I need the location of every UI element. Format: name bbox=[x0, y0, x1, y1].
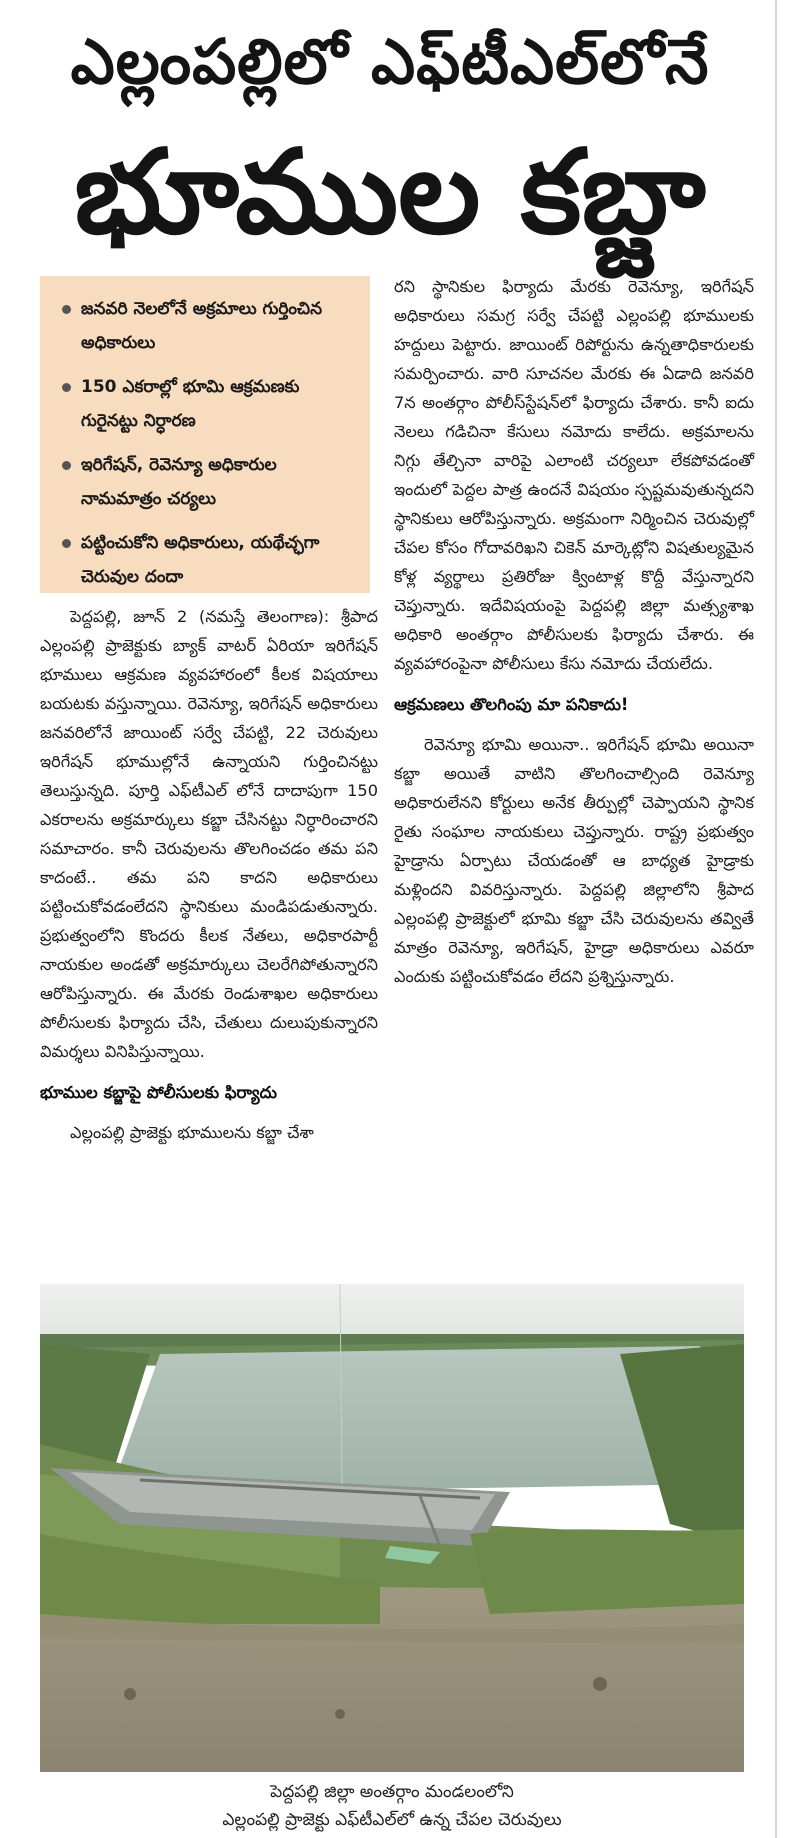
highlight-item bbox=[62, 292, 356, 360]
page-edge-rule bbox=[775, 0, 777, 1838]
highlight-item bbox=[62, 370, 356, 438]
pond-illustration bbox=[40, 1284, 744, 1772]
caption-line-2: ఎల్లంపల్లి ప్రాజెక్టు ఎఫ్‌టీఎల్‌లో ఉన్న చేపల చెరువులు bbox=[222, 1810, 562, 1830]
highlight-item bbox=[62, 448, 356, 516]
article-paragraph: రెవెన్యూ భూమి అయినా.. ఇరిగేషన్ భూమి అయినా కబ్జా అయితే వాటిని తొలగించాల్సింది రెవెన్యూ అధికారులేనని కోర్టులు అనేక తీర్పుల్లో చెప్పాయని స్థానిక రైతు సంఘాల నాయకులు చెప్తున్నారు. రాష్ట్ర ప్రభుత్వం హైడ్రాను ఏర్పాటు చేయడంతో ఆ బాధ్యత హైడ్రాకు మళ్లిందని వివరిస్తున్నారు. పెద్దపల్లి జిల్లాలోని శ్రీపాద ఎల్లంపల్లి ప్రాజెక్టులో భూమి కబ్జా చేసి చెరువులను తవ్వితే మాత్రం రెవెన్యూ, ఇరిగేషన్, హైడ్రా అధికారులు ఎవరూ ఎందుకు పట్టించుకోవడం లేదని ప్రశ్నిస్తున్నారు. bbox=[394, 735, 754, 986]
headline-line-2: భూముల కబ్జా bbox=[74, 125, 706, 260]
highlight-text: ఇరిగేషన్, రెవెన్యూ అధికారుల నామమాత్రం చర్యలు bbox=[81, 455, 277, 509]
bullet-icon bbox=[62, 305, 71, 314]
article-paragraph: ఎల్లంపల్లి ప్రాజెక్టు భూములను కబ్జా చేశా bbox=[70, 1123, 314, 1142]
article-subhead: ఆక్రమణలు తొలగింపు మా పనికాదు! bbox=[394, 695, 629, 714]
article-column-right bbox=[394, 272, 754, 991]
article-paragraph: పెద్దపల్లి, జూన్ 2 (నమస్తే తెలంగాణ): శ్రీపాద ఎల్లంపల్లి ప్రాజెక్టుకు బ్యాక్ వాటర్ ఏరియా ఇరిగేషన్ భూములు ఆక్రమణ వ్యవహారంలో కీలక విషయాలు బయటకు వస్తున్నాయి. రెవెన్యూ, ఇరిగేషన్ అధికారులు జనవరిలోనే జాయింట్ సర్వే చేపట్టి, 22 చెరువులు ఇరిగేషన్ భూముల్లోనే ఉన్నాయని గుర్తించినట్టు తెలుస్తున్నది. పూర్తి ఎఫ్‌టీఎల్ లోనే దాదాపుగా 150 ఎకరాలను అక్రమార్కులు కబ్జా చేసినట్టు నిర్ధారించారని సమాచారం. కానీ చెరువులను తొలగించడం తమ పని కాదంటే.. తమ పని కాదని అధికారులు పట్టించుకోవడంలేదని స్థానికులు మండిపడుతున్నారు. ప్రభుత్వంలోని కొందరు కీలక నేతలు, అధికారపార్టీ నాయకుల అండతో అక్రమార్కులు చెలరేగిపోతున్నారని ఆరోపిస్తున్నారు. ఈ మేరకు రెండుశాఖల అధికారులు పోలీసులకు ఫిర్యాదు చేసి, చేతులు దులుపుకున్నారని విమర్శలు వినిపిస్తున్నాయి. bbox=[40, 607, 378, 1061]
bullet-icon bbox=[62, 461, 71, 470]
article-subhead: భూముల కబ్జాపై పోలీసులకు ఫిర్యాదు bbox=[40, 1083, 277, 1102]
highlight-text: 150 ఎకరాల్లో భూమి ఆక్రమణకు గురైనట్టు నిర్ధారణ bbox=[81, 377, 300, 431]
photo-caption bbox=[40, 1778, 744, 1834]
article-column-left bbox=[40, 602, 378, 1147]
fish-pond-photo bbox=[40, 1284, 744, 1772]
bullet-icon bbox=[62, 539, 71, 548]
highlight-text: పట్టించుకోని అధికారులు, యథేచ్ఛగా చెరువుల దందా bbox=[81, 533, 320, 587]
highlight-text: జనవరి నెలలోనే అక్రమాలు గుర్తించిన అధికారులు bbox=[81, 299, 322, 353]
highlights-box bbox=[40, 276, 370, 593]
bullet-icon bbox=[62, 383, 71, 392]
article-paragraph: రని స్థానికుల ఫిర్యాదు మేరకు రెవెన్యూ, ఇరిగేషన్ అధికారులు సమగ్ర సర్వే చేపట్టి ఎల్లంపల్లి భూములకు హద్దులు పెట్టారు. జాయింట్ రిపోర్టును ఉన్నతాధికారులకు సమర్పించారు. వారి సూచనల మేరకు ఈ ఏడాది జనవరి 7న అంతర్గాం పోలీస్‌స్టేషన్‌లో ఫిర్యాదు చేశారు. కానీ ఐదు నెలలు గడిచినా కేసులు నమోదు కాలేదు. అక్రమాలను నిగ్గు తేల్చినా వారిపై ఎలాంటి చర్యలూ లేకపోవడంతో ఇందులో పెద్దల పాత్ర ఉందనే విషయం స్పష్టమవుతున్నదని స్థానికులు ఆరోపిస్తున్నారు. అక్రమంగా నిర్మించిన చెరువుల్లో చేపల కోసం గోదావరిఖని చికెన్ మార్కెట్లోని విషతుల్యమైన కోళ్ల వ్యర్థాలు ప్రతిరోజు క్వింటాళ్ల కొద్దీ వేస్తున్నారని చెప్తున్నారు. ఇదేవిషయంపై పెద్దపల్లి జిల్లా మత్స్యశాఖ అధికారి అంతర్గాం పోలీసులకు ఫిర్యాదు చేశారు. ఈ వ్యవహారంపైనా పోలీసులు కేసు నమోదు చేయలేదు. bbox=[394, 277, 754, 673]
highlight-item bbox=[62, 526, 356, 594]
headline-line-1: ఎల్లంపల్లిలో ఎఫ్‌టీఎల్‌లోనే bbox=[70, 25, 710, 98]
caption-line-1: పెద్దపల్లి జిల్లా అంతర్గాం మండలంలోని bbox=[270, 1782, 514, 1802]
